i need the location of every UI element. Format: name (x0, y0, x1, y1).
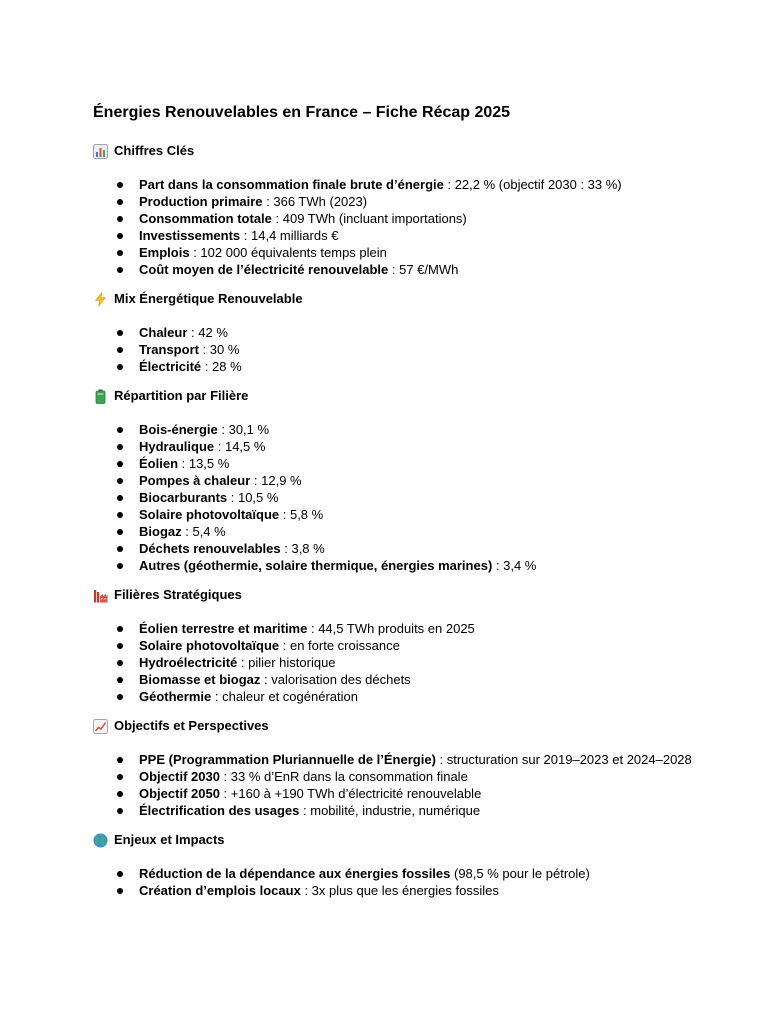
list-item: Transport : 30 % (93, 341, 699, 358)
section-filieres-strategiques (93, 587, 728, 705)
list-item: Création d’emplois locaux : 3x plus que les énergies fossiles (93, 882, 699, 899)
lightning-icon (93, 292, 108, 307)
factory-icon (93, 588, 108, 603)
section-mix-energetique (93, 291, 728, 375)
list-item: Investissements : 14,4 milliards € (93, 227, 699, 244)
bullet-list (93, 421, 728, 574)
section-heading: Filières Stratégiques (114, 587, 242, 602)
bullet-list (93, 751, 728, 819)
bar-chart-icon (93, 144, 108, 159)
section-objectifs-perspectives (93, 718, 728, 819)
section-heading: Objectifs et Perspectives (114, 718, 269, 733)
bullet-list (93, 865, 728, 899)
globe-icon (93, 833, 108, 848)
list-item: Éolien : 13,5 % (93, 455, 699, 472)
list-item: Emplois : 102 000 équivalents temps plein (93, 244, 699, 261)
list-item: Électrification des usages : mobilité, industrie, numérique (93, 802, 699, 819)
list-item: Déchets renouvelables : 3,8 % (93, 540, 699, 557)
section-enjeux-impacts (93, 832, 728, 899)
list-item: Biogaz : 5,4 % (93, 523, 699, 540)
battery-icon (93, 389, 108, 404)
list-item: Chaleur : 42 % (93, 324, 699, 341)
list-item: Hydraulique : 14,5 % (93, 438, 699, 455)
section-heading: Chiffres Clés (114, 143, 195, 158)
list-item: PPE (Programmation Pluriannuelle de l’Énergie) : structuration sur 2019–2023 et 2024–2028 (93, 751, 699, 768)
section-heading: Répartition par Filière (114, 388, 249, 403)
list-item: Pompes à chaleur : 12,9 % (93, 472, 699, 489)
list-item: Solaire photovoltaïque : 5,8 % (93, 506, 699, 523)
list-item: Éolien terrestre et maritime : 44,5 TWh produits en 2025 (93, 620, 699, 637)
list-item: Solaire photovoltaïque : en forte croissance (93, 637, 699, 654)
list-item: Géothermie : chaleur et cogénération (93, 688, 699, 705)
bullet-list (93, 620, 728, 705)
list-item: Biomasse et biogaz : valorisation des déchets (93, 671, 699, 688)
list-item: Bois-énergie : 30,1 % (93, 421, 699, 438)
list-item: Objectif 2030 : 33 % d’EnR dans la consommation finale (93, 768, 699, 785)
list-item: Réduction de la dépendance aux énergies fossiles (98,5 % pour le pétrole) (93, 865, 699, 882)
list-item: Production primaire : 366 TWh (2023) (93, 193, 699, 210)
section-heading: Enjeux et Impacts (114, 832, 225, 847)
list-item: Consommation totale : 409 TWh (incluant importations) (93, 210, 699, 227)
page-title: Énergies Renouvelables en France – Fiche Récap 2025 (93, 104, 511, 121)
list-item: Objectif 2050 : +160 à +190 TWh d’électricité renouvelable (93, 785, 699, 802)
section-repartition-filiere (93, 388, 728, 574)
list-item: Coût moyen de l’électricité renouvelable : 57 €/MWh (93, 261, 699, 278)
bullet-list (93, 324, 728, 375)
list-item: Électricité : 28 % (93, 358, 699, 375)
bullet-list (93, 176, 728, 278)
trending-up-chart-icon (93, 719, 108, 734)
section-heading: Mix Énergétique Renouvelable (114, 291, 303, 306)
section-chiffres-cles (93, 143, 728, 278)
list-item: Autres (géothermie, solaire thermique, énergies marines) : 3,4 % (93, 557, 699, 574)
list-item: Biocarburants : 10,5 % (93, 489, 699, 506)
list-item: Hydroélectricité : pilier historique (93, 654, 699, 671)
list-item: Part dans la consommation finale brute d’énergie : 22,2 % (objectif 2030 : 33 %) (93, 176, 699, 193)
